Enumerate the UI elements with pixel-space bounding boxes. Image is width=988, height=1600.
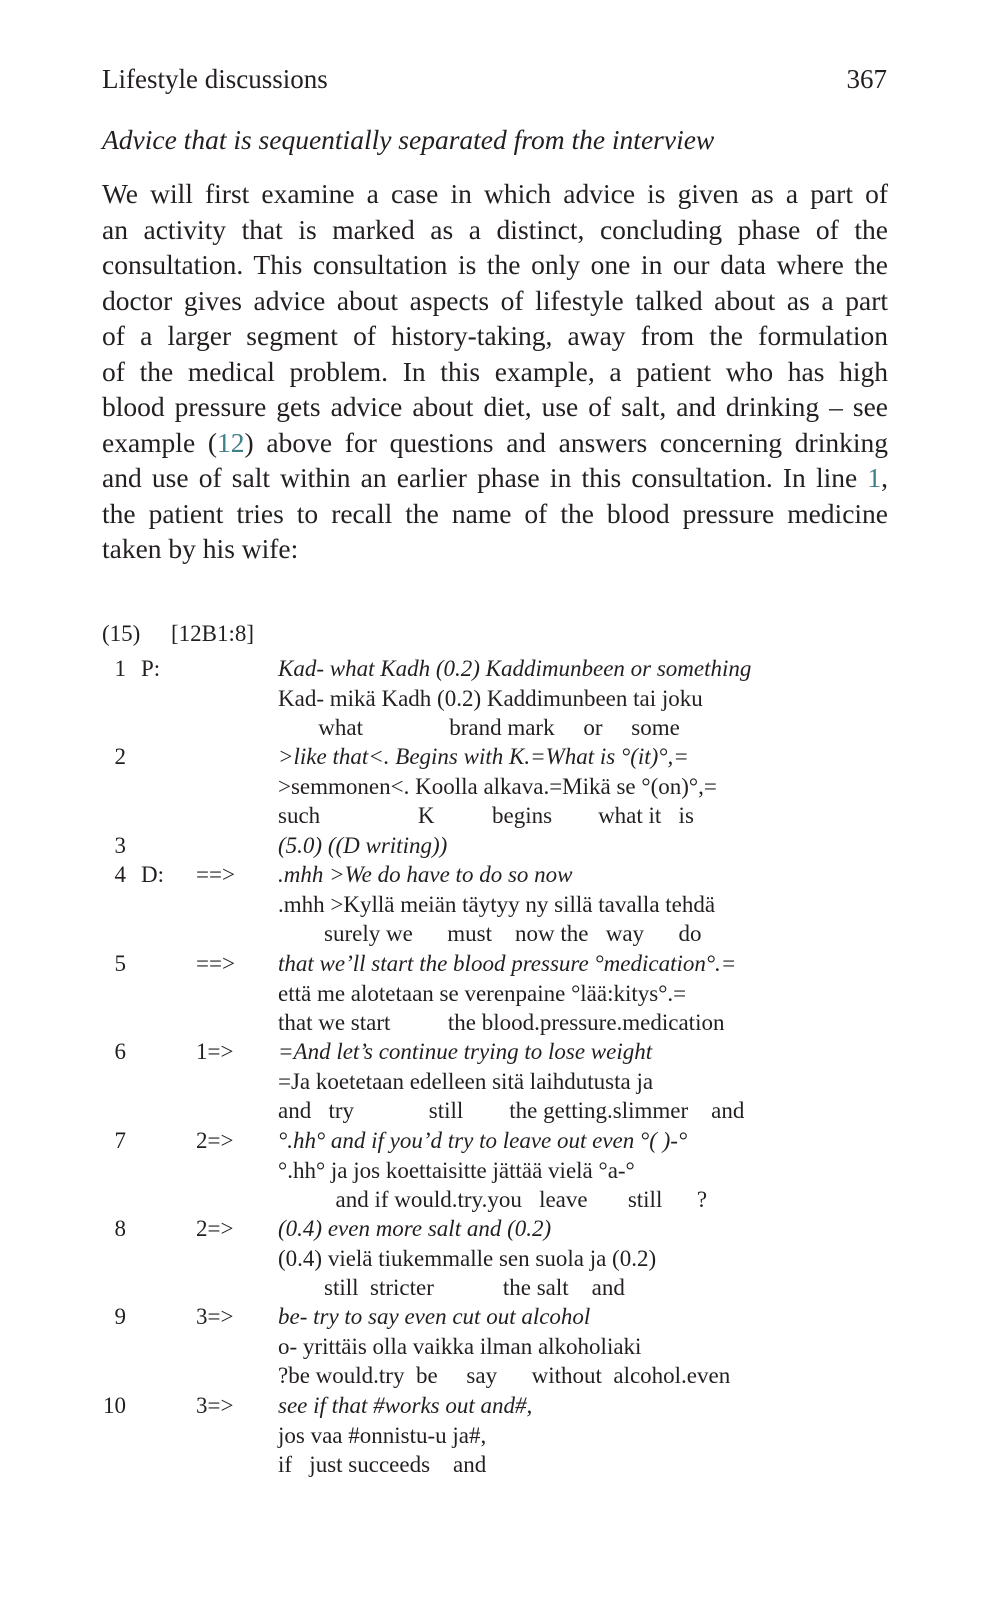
paragraph-line: blood pressure gets advice about diet, use of salt, and drinking – see (102, 391, 888, 422)
running-head: Lifestyle discussions (102, 64, 328, 94)
line-number: 10 (103, 1393, 126, 1418)
line-number: 1 (114, 656, 126, 681)
transcript-finnish: °.hh° ja jos koettaisitte jättää vielä °a-° (278, 1157, 635, 1183)
transcript-gloss: that we start the blood.pressure.medication (278, 1010, 725, 1036)
transcript-gloss: such K begins what it is (278, 803, 694, 829)
transcript-original: (5.0) ((D writing)) (278, 833, 448, 858)
transcript-gloss: and if would.try.you leave still ? (278, 1187, 708, 1213)
transcript-gloss: and try still the getting.slimmer and (278, 1098, 745, 1124)
transcript-finnish: että me alotetaan se verenpaine °lää:kitys°.= (278, 980, 687, 1006)
paragraph-line: consultation. This consultation is the only one in our data where the (102, 249, 888, 280)
line-number: 8 (114, 1216, 126, 1241)
paragraph-line: doctor gives advice about aspects of lifestyle talked about as a part (102, 284, 888, 316)
example-number: (15) (102, 621, 141, 646)
transcript-original: that we’ll start the blood pressure °medication°.= (278, 951, 737, 976)
page-number: 367 (846, 64, 887, 94)
line-number: 7 (114, 1128, 126, 1153)
speaker-label: D: (141, 862, 164, 887)
paragraph-line: of the medical problem. In this example, a patient who has high (102, 355, 888, 387)
target-arrow: 1=> (196, 1039, 234, 1064)
line-reference-link[interactable]: 1 (867, 462, 882, 493)
line-number: 6 (114, 1039, 126, 1064)
line-number: 5 (114, 951, 126, 976)
transcript-original: (0.4) even more salt and (0.2) (278, 1216, 552, 1241)
line-number: 2 (114, 744, 126, 769)
transcript-finnish: Kad- mikä Kadh (0.2) Kaddimunbeen tai joku (278, 685, 703, 711)
transcript-original: be- try to say even cut out alcohol (278, 1304, 591, 1329)
paragraph-text: and use of salt within an earlier phase in this consultation. In line (102, 462, 858, 493)
transcript-original: =And let’s continue trying to lose weight (278, 1039, 653, 1064)
transcript-gloss: still stricter the salt and (278, 1275, 625, 1301)
target-arrow: 2=> (196, 1128, 234, 1153)
transcript-original: Kad- what Kadh (0.2) Kaddimunbeen or something (278, 656, 752, 681)
transcript-original: see if that #works out and#, (278, 1393, 533, 1418)
transcript-gloss: what brand mark or some (278, 715, 680, 741)
section-heading: Advice that is sequentially separated from the interview (102, 124, 715, 155)
paragraph-line (102, 425, 888, 461)
paragraph-text: example ( (102, 426, 218, 458)
line-number: 4 (114, 862, 126, 887)
paragraph-line: We will first examine a case in which advice is given as a part of (102, 178, 888, 209)
paragraph-text: ) above for questions and answers concerning drinking (244, 426, 888, 458)
target-arrow: 3=> (196, 1393, 234, 1418)
line-number: 3 (114, 833, 126, 858)
target-arrow: ==> (196, 862, 235, 887)
line-number: 9 (114, 1304, 126, 1329)
speaker-label: P: (141, 656, 161, 681)
paragraph-line: an activity that is marked as a distinct, concluding phase of the (102, 213, 888, 245)
paragraph-text: , (881, 462, 889, 493)
target-arrow: 2=> (196, 1216, 234, 1241)
transcript-finnish: jos vaa #onnistu-u ja#, (278, 1422, 487, 1448)
transcript-finnish: .mhh >Kyllä meiän täytyy ny sillä tavalla tehdä (278, 891, 716, 917)
paragraph-line: of a larger segment of history-taking, away from the formulation (102, 320, 888, 351)
transcript-gloss: surely we must now the way do (278, 921, 702, 947)
example-reference-link[interactable]: 12 (217, 426, 245, 458)
body-paragraph (102, 176, 888, 567)
target-arrow: 3=> (196, 1304, 234, 1329)
transcript-finnish: (0.4) vielä tiukemmalle sen suola ja (0.2) (278, 1245, 657, 1271)
transcript-finnish: o- yrittäis olla vaikka ilman alkoholiaki (278, 1333, 642, 1359)
paragraph-line: taken by his wife: (102, 533, 299, 564)
target-arrow: ==> (196, 951, 235, 976)
example-source: [12B1:8] (171, 621, 255, 646)
paragraph-line (102, 460, 888, 496)
transcript-finnish: >semmonen<. Koolla alkava.=Mikä se °(on)°,= (278, 773, 717, 799)
transcript-original: .mhh >We do have to do so now (278, 862, 573, 887)
transcript-gloss: ?be would.try be say without alcohol.even (278, 1363, 731, 1389)
transcript-gloss: if just succeeds and (278, 1452, 487, 1478)
transcript-finnish: =Ja koetetaan edelleen sitä laihdutusta ja (278, 1068, 654, 1094)
paragraph-line: the patient tries to recall the name of the blood pressure medicine (102, 497, 888, 529)
transcript-original: °.hh° and if you’d try to leave out even °( )-° (278, 1128, 688, 1153)
transcript-original: >like that<. Begins with K.=What is °(it)°,= (278, 744, 689, 769)
